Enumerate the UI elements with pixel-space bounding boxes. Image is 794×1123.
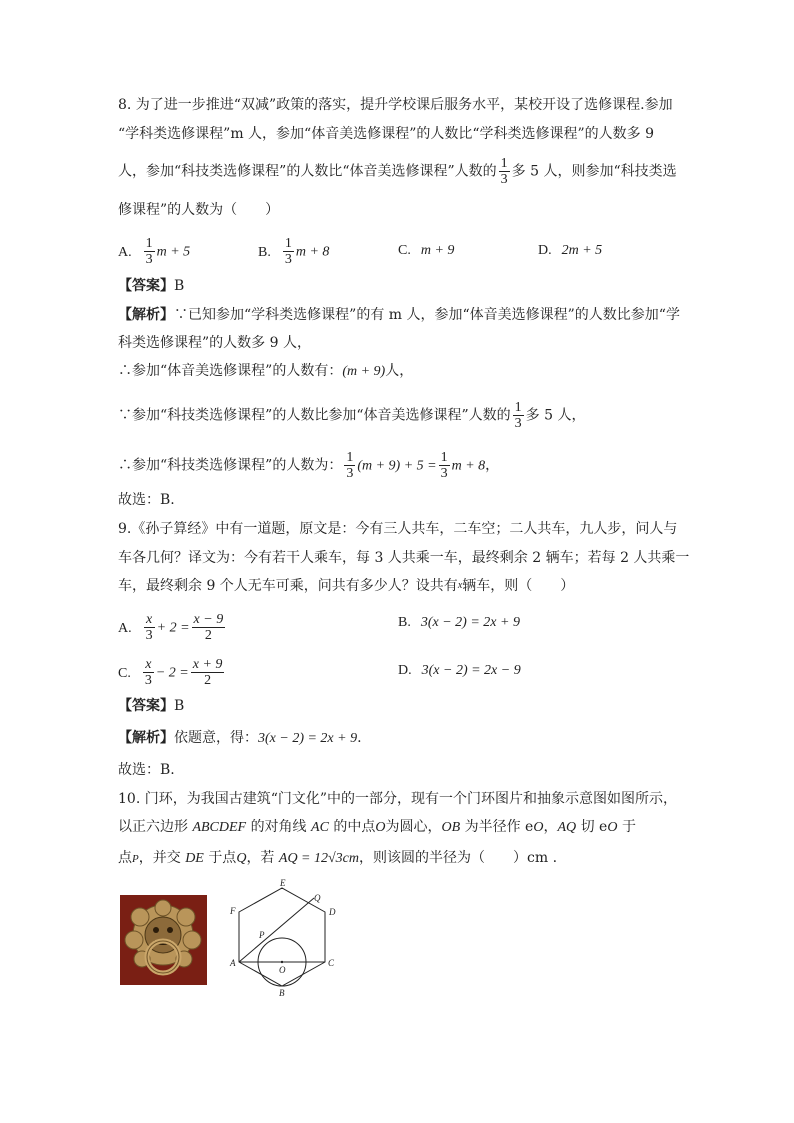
q8-line-3-pre: 人，参加“科技类选修课程”的人数比“体音美选修课程”人数的 (118, 163, 497, 180)
fraction-one-third: $\frac{1}{3}$ (500, 156, 508, 187)
label-o: O (279, 965, 286, 975)
q9-option-d: D. 3(x − 2) = 2x − 9 (398, 663, 521, 678)
q8-option-d: D. 2m + 5 (538, 243, 603, 258)
q9-option-a: A. $\frac{x}{3}$ + 2 = $\frac{x - 9}{2}$ (118, 612, 224, 643)
door-knocker-photo (120, 895, 207, 985)
q9-analysis: 【解析】依题意，得：3(x − 2) = 2x + 9. (118, 730, 362, 746)
q8-answer: 【答案】B (118, 278, 185, 294)
q8-option-a: A. $\frac{1}{3}$ m + 5 (118, 236, 191, 267)
q8-choose: 故选：B. (118, 492, 175, 508)
q8-analysis-4: ∵参加“科技类选修课程”的人数比参加“体音美选修课程”人数的 $\frac{1}{3}$ 多 5 人， (118, 400, 586, 431)
q9-option-b: B. 3(x − 2) = 2x + 9 (398, 615, 520, 630)
hexagon-diagram (225, 878, 355, 998)
q10-line-3: 点P，并交 DE 于点Q，若 AQ = 12√3cm，则该圆的半径为（ ）cm . (118, 850, 558, 866)
q8-line-3-post: 多 5 人，则参加“科技类选 (511, 163, 677, 180)
q8-option-c: C. m + 9 (398, 243, 455, 258)
q8-option-b: B. $\frac{1}{3}$ m + 8 (258, 236, 330, 267)
q8-analysis-1: 【解析】∵已知参加“学科类选修课程”的有 m 人，参加“体音美选修课程”的人数比参加“学 (118, 307, 680, 323)
q9-line-2: 车各几何？译文为：今有若干人乘车，每 3 人共乘一车，最终剩余 2 辆车；若每 2 人共乘一 (118, 550, 690, 566)
q9-choose: 故选：B. (118, 762, 175, 778)
q8-analysis-3: ∴参加“体音美选修课程”的人数有：(m + 9)人， (118, 363, 414, 379)
label-p: P (259, 930, 265, 940)
q8-analysis-2: 科类选修课程”的人数多 9 人， (118, 335, 311, 351)
label-e: E (280, 878, 286, 888)
q8-line-2: “学科类选修课程”m 人，参加“体音美选修课程”的人数比“学科类选修课程”的人数多 9 (118, 126, 655, 142)
label-a: A (230, 958, 236, 968)
q10-line-2: 以正六边形 ABCDEF 的对角线 AC 的中点O为圆心，OB 为半径作 eO，AQ 切 eO 于 (118, 819, 636, 835)
q8-line-3 (118, 156, 677, 187)
label-d: D (329, 907, 336, 917)
q8-line-4: 修课程”的人数为（ ） (118, 202, 280, 218)
q9-line-1: 9.《孙子算经》中有一道题，原文是：今有三人共车，二车空；二人共车，九人步，问人与 (118, 521, 678, 537)
q8-analysis-5: ∴参加“科技类选修课程”的人数为： $\frac{1}{3}$ (m + 9) + 5 = $\frac{1}{3}$ m + 8， (118, 450, 500, 481)
q9-line-3: 车，最终剩余 9 个人无车可乘，问共有多少人？设共有$^x$辆车，则（ ） (118, 578, 575, 594)
label-q: Q (314, 893, 321, 903)
q8-line-1: 8. 为了进一步推进“双减”政策的落实，提升学校课后服务水平，某校开设了选修课程.参加 (118, 97, 673, 113)
label-c: C (328, 958, 335, 968)
label-f: F (230, 906, 236, 916)
q10-line-1: 10. 门环，为我国古建筑“门文化”中的一部分，现有一个门环图片和抽象示意图如图所示， (118, 791, 678, 807)
q9-option-c: C. $\frac{x}{3}$ − 2 = $\frac{x + 9}{2}$ (118, 657, 223, 688)
label-b: B (279, 988, 285, 998)
q9-answer: 【答案】B (118, 698, 185, 714)
